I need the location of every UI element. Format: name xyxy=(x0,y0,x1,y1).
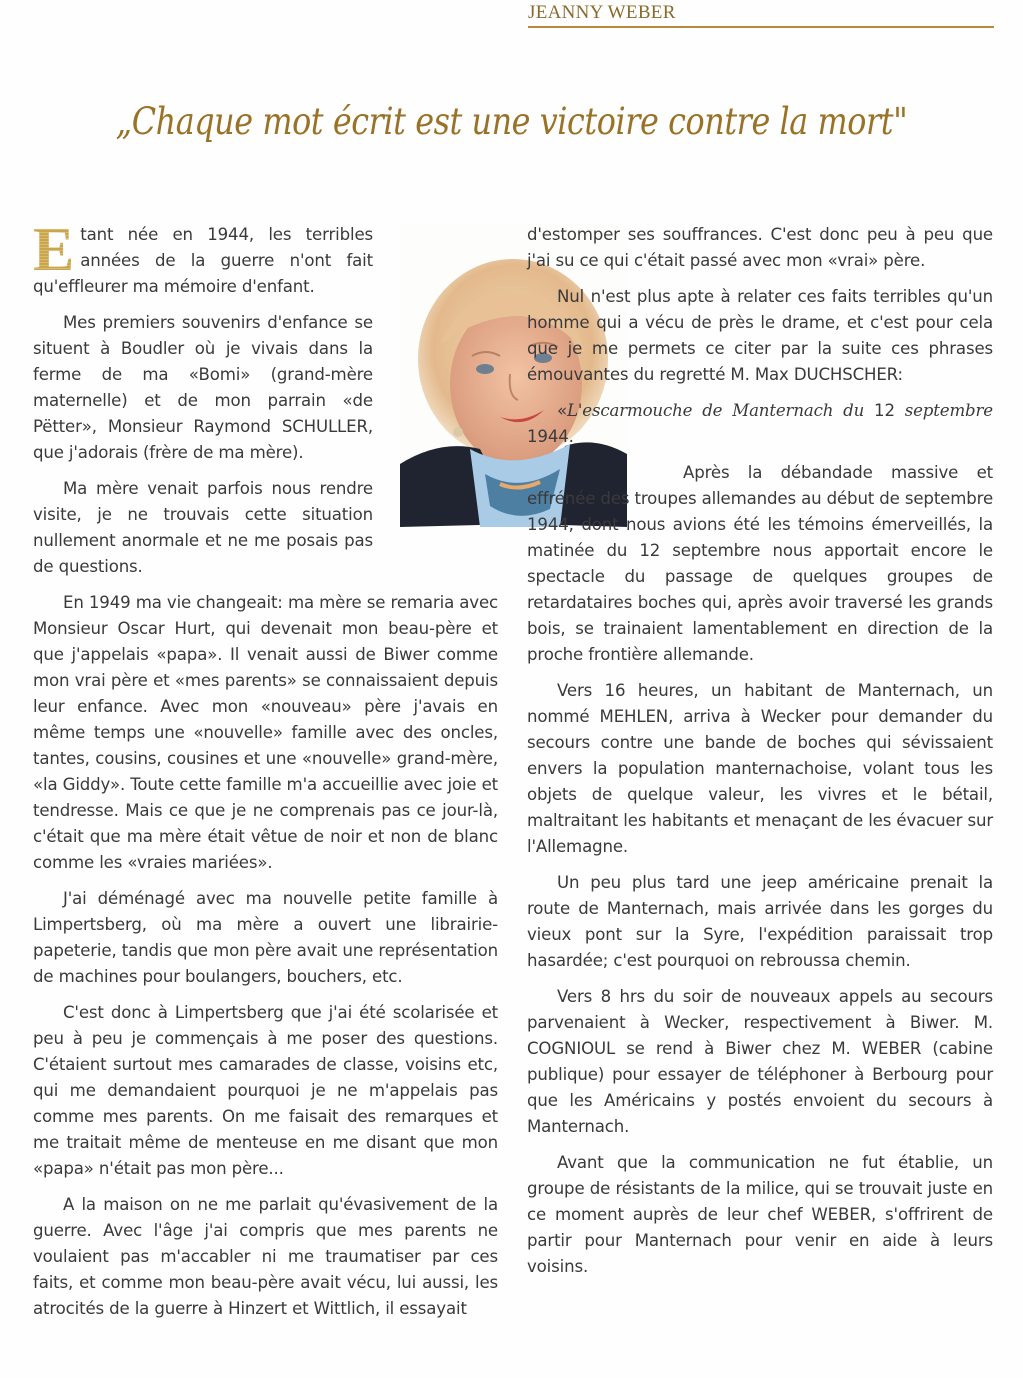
right-text-column xyxy=(527,222,993,1290)
quote-year: 1944. xyxy=(527,427,574,446)
paragraph: J'ai déménagé avec ma nouvelle petite famille à Limpertsberg, où ma mère a ouvert une librairie-papeterie, tandis que mon père avait une représentation de machines pour boulangers, bouchers, etc. xyxy=(33,889,498,986)
quote-day: 12 xyxy=(864,401,905,420)
paragraph: Après la débandade massive et effrénée des troupes allemandes au début de septembre 1944, dont nous avions été les témoins émerveillés, la matinée du 12 septembre nous apportait encore le spectacle du passage de quelques groupes de retardataires boches qui, après avoir traversé les grands bois, se trainaient lamentablement en direction de la proche frontière allemande. xyxy=(527,463,993,664)
paragraph: Avant que la communication ne fut établie, un groupe de résistants de la milice, qui se trouvait juste en ce moment auprès de leur chef WEBER, s'offrirent de partir pour Manternach pour venir en aide à leurs voisins. xyxy=(527,1153,993,1276)
paragraph: Vers 16 heures, un habitant de Manternach, un nommé MEHLEN, arriva à Wecker pour demander du secours contre une bande de boches qui sévissaient envers la population manternachoise, volant tous les objets de quelque valeur, les vivres et le bétail, maltraitant les habitants et menaçant de les évacuer sur l'Allemagne. xyxy=(527,681,993,856)
drop-cap: E xyxy=(33,216,75,284)
paragraph: Un peu plus tard une jeep américaine prenait la route de Manternach, mais arrivée dans les gorges du vieux pont sur la Syre, l'expédition paraissait trop hasardée; c'est pourquoi on rebroussa chemin. xyxy=(527,873,993,970)
left-text-column xyxy=(33,216,498,1332)
paragraph: Ma mère venait parfois nous rendre visite, je ne trouvais cette situation nullement anormale et ne me posais pas de questions. xyxy=(33,479,373,576)
paragraph: Nul n'est plus apte à relater ces faits terribles qu'un homme qui a vécu de près le drame, et c'est pour cela que je me permets ce citer par la suite ces phrases émouvantes du regretté M. Max DUCHSCHER: xyxy=(527,287,993,384)
quote-month: septembre xyxy=(904,401,993,420)
article-title: „Chaque mot écrit est une victoire contre la mort" xyxy=(115,100,908,143)
paragraph: En 1949 ma vie changeait: ma mère se remaria avec Monsieur Oscar Hurt, qui devenait mon beau-père et que j'appelais «papa». Il venait aussi de Biwer comme mon vrai père et «mes parents» se connaissaient depuis leur enfance. Avec mon «nouveau» père j'avais en même temps une «nouvelle» famille avec des oncles, tantes, cousins, cousines et une «nouvelle» grand-mère, «la Giddy». Toute cette famille m'a accueillie avec joie et tendresse. Mais ce que je ne comprenais pas ce jour-là, c'était que ma mère était vêtue de noir et non de blanc comme les «vraies mariées». xyxy=(33,593,498,872)
paragraph: C'est donc à Limpertsberg que j'ai été scolarisée et peu à peu je commençais à me poser des questions. C'étaient surtout mes camarades de classe, voisins etc, qui me demandaient pourquoi je ne m'appelais pas comme mes parents. On me faisait des remarques et me traitait même de menteuse en me disant que mon «papa» n'était pas mon père... xyxy=(33,1003,498,1178)
paragraph xyxy=(33,216,373,300)
paragraph: A la maison on ne me parlait qu'évasivement de la guerre. Avec l'âge j'ai compris que mes parents ne voulaient pas m'accabler ni me traumatiser par ces faits, et comme mon beau-père avait vécu, lui aussi, les atrocités de la guerre à Hinzert et Wittlich, il essayait xyxy=(33,1195,498,1318)
quote-title-part: L'escarmouche de Manternach du xyxy=(567,401,865,420)
paragraph: Mes premiers souvenirs d'enfance se situent à Boudler où je vivais dans la ferme de ma «Bomi» (grand-mère maternelle) et de mon parrain «de Pëtter», Monsieur Raymond SCHULLER, que j'adorais (frère de ma mère). xyxy=(33,313,373,462)
paragraph: d'estomper ses souffrances. C'est donc peu à peu que j'ai su ce qui c'était passé avec mon «vrai» père. xyxy=(527,225,993,270)
quote-mark: « xyxy=(557,401,568,420)
author-header: JEANNY WEBER xyxy=(528,2,994,28)
paragraph-text: tant née en 1944, les terribles années de la guerre n'ont fait qu'effleurer ma mémoire d'enfant. xyxy=(33,225,373,296)
paragraph: Vers 8 hrs du soir de nouveaux appels au secours parvenaient à Wecker, respectivement à Biwer. M. COGNIOUL se rend à Biwer chez M. WEBER (cabine publique) pour essayer de téléphoner à Berbourg pour que les Américains y postés envoient du secours à Manternach. xyxy=(527,987,993,1136)
quote-heading xyxy=(527,398,993,450)
